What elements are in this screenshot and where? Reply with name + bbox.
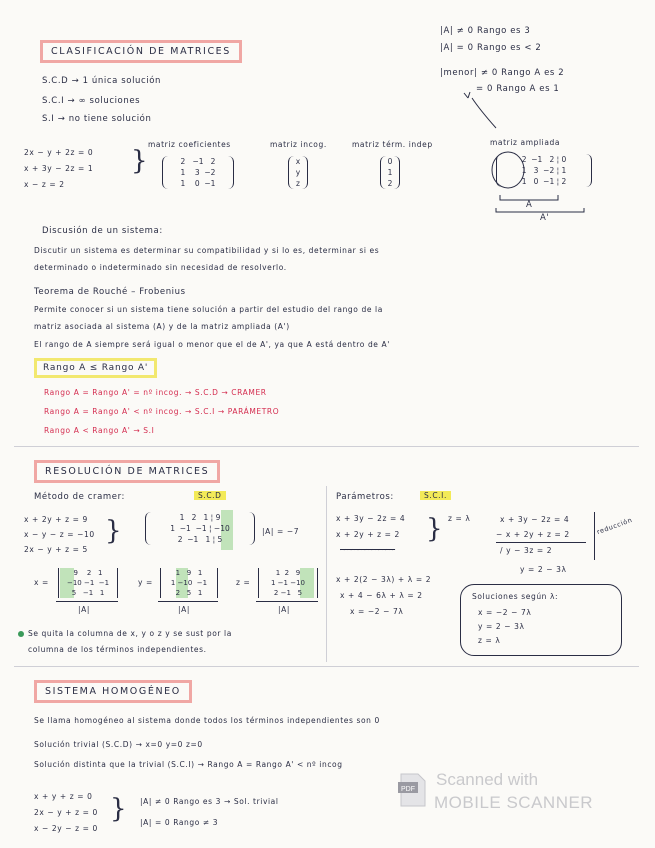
cramer-tag: S.C.D (194, 491, 226, 500)
z-equals-lambda: z = λ (448, 514, 471, 523)
label-A-prime: A' (540, 213, 550, 223)
homog-note-1: |A| ≠ 0 Rango es 3 → Sol. trivial (140, 797, 279, 806)
section-title-clasificacion: CLASIFICACIÓN DE MATRICES (40, 40, 242, 63)
z-label: z = (236, 578, 251, 587)
det-A: |A| = −7 (262, 527, 300, 536)
discussion-title: Discusión de un sistema: (42, 226, 163, 236)
watermark-line-2: MOBILE SCANNER (434, 793, 594, 812)
param-title: Parámetros: (336, 492, 394, 502)
cramer-note-1: Se quita la columna de x, y o z y se sust por la (28, 629, 232, 638)
cramer-note-2: columna de los términos independientes. (28, 645, 207, 654)
homog-text-2: Solución trivial (S.C.D) → x=0 y=0 z=0 (34, 740, 203, 749)
reduction-eq-1: x + 3y − 2z = 4 (500, 515, 570, 524)
cramer-eq-1: x + 2y + z = 9 (24, 515, 88, 524)
theorem-text-2: matriz asociada al sistema (A) y de la matriz ampliada (A') (34, 322, 290, 331)
pdf-file-icon (398, 772, 428, 808)
param-brace: } (426, 514, 443, 544)
theorem-text-1: Permite conocer si un sistema tiene solución a partir del estudio del rango de la (34, 305, 383, 314)
label-incog: matriz incog. (270, 140, 327, 149)
cramer-brace: } (105, 516, 122, 546)
system-brace: } (131, 146, 148, 176)
svg-text:PDF: PDF (401, 786, 415, 793)
homog-brace: } (110, 794, 127, 824)
rule-sci: Rango A = Rango A' < nº incog. → S.C.I → PARÁMETRO (44, 407, 280, 416)
cramer-eq-2: x − y − z = −10 (24, 530, 95, 539)
param-eq-2: x + 2y + z = 2 (336, 530, 400, 539)
rank-note-2: |A| = 0 Rango es < 2 (440, 43, 542, 53)
matrix-ampliada: 2 −1 2 ¦ 0 1 3 −2 ¦ 1 1 0 −1 ¦ 2 (496, 154, 592, 187)
solution-z: z = λ (478, 636, 501, 645)
reduction-eq-3: / y − 3z = 2 (500, 546, 553, 555)
substitution-2: x + 4 − 6λ + λ = 2 (340, 591, 423, 600)
watermark-line-1: Scanned with (436, 770, 539, 789)
reduction-label: reducción (595, 515, 634, 537)
x-denominator: |A| (78, 605, 90, 614)
discussion-text-2: determinado o indeterminado sin necesidad de resolverlo. (34, 263, 287, 272)
rule-si: Rango A < Rango A' → S.I (44, 426, 155, 435)
label-A: A (526, 200, 533, 210)
section-title-resolucion: RESOLUCIÓN DE MATRICES (34, 460, 220, 483)
rule-scd: Rango A = Rango A' = nº incog. → S.C.D → CRAMER (44, 388, 267, 397)
solutions-title: Soluciones según λ: (472, 592, 559, 601)
divider-1 (14, 446, 639, 447)
homog-eq-2: 2x − y + z = 0 (34, 808, 98, 817)
label-ampliada: matriz ampliada (490, 138, 561, 147)
homog-note-2: |A| = 0 Rango ≠ 3 (140, 818, 219, 827)
substitution-3: x = −2 − 7λ (350, 607, 404, 616)
theorem-text-3: El rango de A siempre será igual o menor que el de A', ya que A está dentro de A' (34, 340, 390, 349)
section-title-homogeneo: SISTEMA HOMOGÉNEO (34, 680, 192, 703)
param-tag: S.C.I. (420, 491, 451, 500)
cramer-eq-3: 2x − y + z = 5 (24, 545, 88, 554)
det-z: 1 2 9 1 −1 −10 2 −1 5 (258, 568, 318, 598)
vertical-divider (326, 486, 327, 662)
det-y: 1 9 1 1 −10 −1 2 5 1 (160, 568, 218, 598)
z-frac-line (256, 601, 318, 602)
type-scd: S.C.D → 1 única solución (42, 76, 162, 86)
cramer-augmented-matrix: 1 2 1 ¦ 9 1 −1 −1 ¦ −10 2 −1 1 ¦ 5 (145, 512, 255, 545)
cramer-title: Método de cramer: (34, 492, 126, 502)
homog-text-1: Se llama homogéneo al sistema donde todos los términos independientes son 0 (34, 716, 380, 725)
system-eq-1: 2x − y + 2z = 0 (24, 148, 94, 157)
matrix-indep: 0 1 2 (380, 156, 400, 189)
label-indep: matriz térm. indep (352, 140, 433, 149)
y-label: y = (138, 578, 153, 587)
rank-inequality-box: Rango A ≤ Rango A' (34, 358, 157, 378)
x-label: x = (34, 578, 49, 587)
type-si: S.I → no tiene solución (42, 114, 152, 124)
reduction-eq-2: − x + 2y + z = 2 (496, 530, 570, 539)
system-eq-3: x − z = 2 (24, 180, 65, 189)
rank-note-4: = 0 Rango A es 1 (476, 84, 560, 94)
param-eq-1: x + 3y − 2z = 4 (336, 514, 406, 523)
homog-eq-1: x + y + z = 0 (34, 792, 93, 801)
matrix-incognitas: x y z (288, 156, 308, 189)
solution-y: y = 2 − 3λ (478, 622, 525, 631)
homog-text-3: Solución distinta que la trivial (S.C.I) → Rango A = Rango A' < nº incog (34, 760, 343, 769)
note-bullet-icon (18, 631, 24, 637)
system-eq-2: x + 3y − 2z = 1 (24, 164, 94, 173)
substitution-1: x + 2(2 − 3λ) + λ = 2 (336, 575, 432, 584)
label-coef: matriz coeficientes (148, 140, 231, 149)
reduction-result: y = 2 − 3λ (520, 565, 567, 574)
homog-eq-3: x − 2y − z = 0 (34, 824, 98, 833)
type-sci: S.C.I → ∞ soluciones (42, 96, 141, 106)
solution-x: x = −2 − 7λ (478, 608, 532, 617)
det-x: 9 2 1 −10 −1 −1 5 −1 1 (58, 568, 118, 598)
matrix-coeficientes: 2 −1 2 1 3 −2 1 0 −1 (162, 156, 234, 189)
z-denominator: |A| (278, 605, 290, 614)
reduction-bar (594, 512, 595, 560)
param-eq-crossed: ~~~~~~~~ (340, 545, 396, 554)
theorem-title: Teorema de Rouché – Frobenius (34, 287, 186, 297)
reduction-line (496, 542, 586, 543)
y-frac-line (158, 601, 218, 602)
y-denominator: |A| (178, 605, 190, 614)
divider-2 (14, 666, 639, 667)
discussion-text-1: Discutir un sistema es determinar su compatibilidad y si lo es, determinar si es (34, 246, 380, 255)
rank-note-1: |A| ≠ 0 Rango es 3 (440, 26, 531, 36)
rank-note-3: |menor| ≠ 0 Rango A es 2 (440, 68, 565, 78)
x-frac-line (56, 601, 118, 602)
